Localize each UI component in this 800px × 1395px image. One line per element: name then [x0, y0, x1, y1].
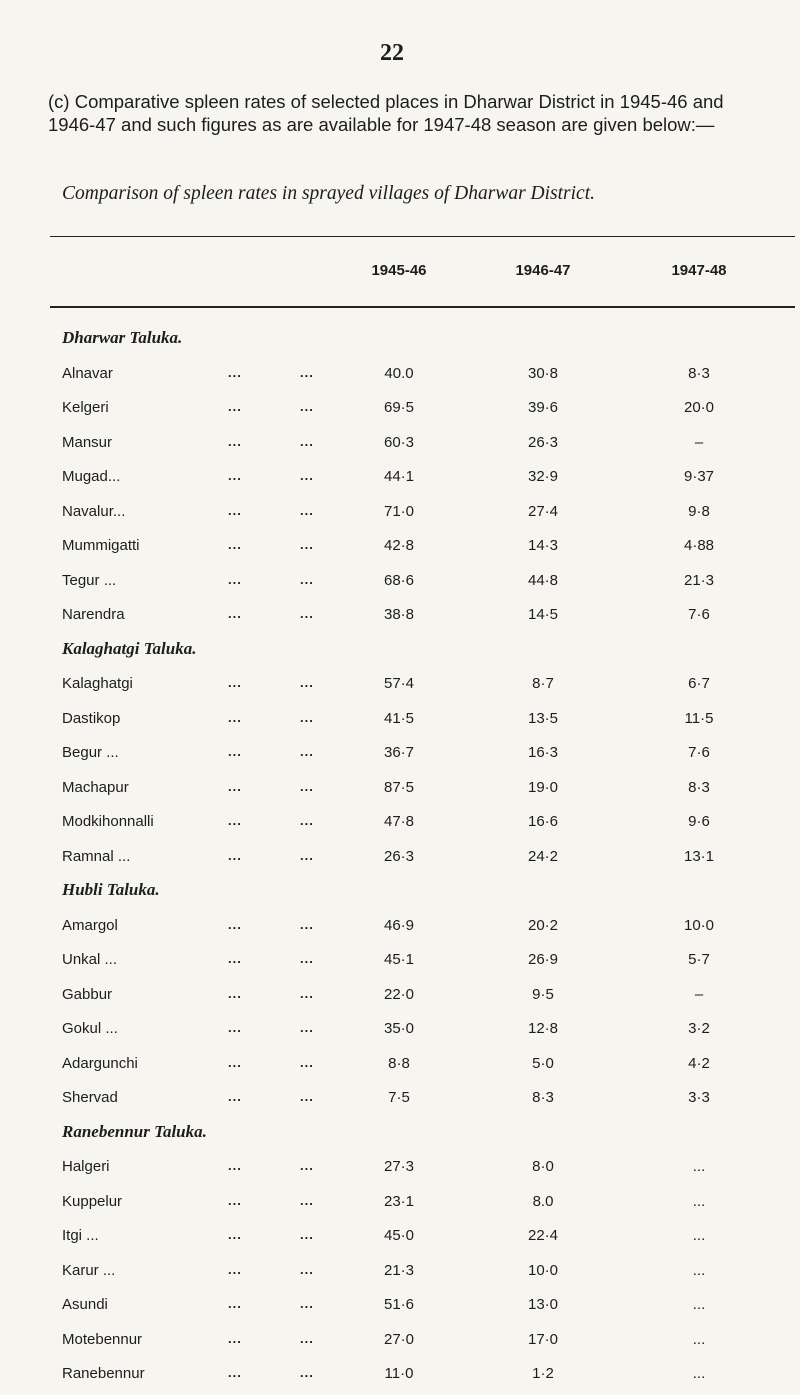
rate-1947-48: ...	[692, 1296, 706, 1313]
leader-dots: ...	[228, 1365, 242, 1380]
place-name: Kuppelur	[62, 1192, 123, 1210]
leader-dots: ...	[228, 951, 242, 966]
leader-dots: ...	[228, 813, 242, 828]
rate-1946-47: 14·5	[527, 606, 559, 623]
leader-dots: ...	[300, 1296, 314, 1311]
rate-1945-46: 87·5	[383, 778, 415, 796]
rate-1945-46: 38·8	[383, 606, 415, 623]
leader-dots: ...	[228, 1054, 242, 1070]
rate-1946-47: 16·3	[527, 744, 559, 761]
rate-1945-46: 27·3	[383, 1158, 415, 1175]
page-number: 22	[380, 40, 404, 66]
rate-1945-46: 36·7	[383, 744, 415, 761]
leader-dots: ...	[300, 1365, 314, 1380]
table-row	[0, 1055, 800, 1085]
intro-paragraph: (c) Comparative spleen rates of selected places in Dharwar District in 1945-46 and 1946-47 and such figures as are available for 1947-48 season are given below:—	[48, 91, 724, 135]
rate-1946-47: 26·3	[527, 433, 559, 451]
rate-1946-47: 8.0	[532, 1192, 554, 1210]
place-name: Unkal ...	[62, 951, 118, 968]
section-title: Ranebennur Taluka.	[62, 1121, 207, 1141]
leader-dots: ...	[300, 537, 314, 552]
rate-1945-46: 42·8	[383, 537, 415, 554]
table-row	[0, 1227, 800, 1257]
leader-dots: ...	[228, 571, 242, 587]
place-name: Ramnal ...	[62, 847, 131, 865]
leader-dots: ...	[228, 847, 242, 863]
rate-1947-48: 10·0	[683, 916, 715, 934]
place-name: Gabbur	[62, 985, 113, 1003]
leader-dots: ...	[300, 1227, 314, 1242]
leader-dots: ...	[228, 1261, 242, 1277]
rate-1946-47: 16·6	[527, 813, 559, 830]
section-title: Hubli Taluka.	[62, 880, 160, 899]
rate-1947-48: 4·2	[688, 1054, 710, 1072]
leader-dots: ...	[300, 675, 314, 690]
rate-1946-47: 13·0	[527, 1296, 559, 1313]
rate-1947-48: 7·6	[688, 606, 710, 623]
rate-1945-46: 60·3	[383, 433, 415, 451]
leader-dots: ...	[228, 1192, 242, 1208]
rate-1945-46: 47·8	[383, 813, 415, 830]
rate-1945-46: 21·3	[383, 1261, 415, 1279]
rate-1946-47: 39·6	[527, 399, 559, 416]
table-row	[0, 434, 800, 464]
place-name: Alnavar	[62, 364, 113, 382]
table-row	[0, 675, 800, 705]
leader-dots: ...	[300, 433, 314, 449]
leader-dots: ...	[228, 1227, 242, 1242]
rate-1947-48: ...	[692, 1365, 706, 1382]
rate-1947-48: 9·37	[683, 468, 715, 485]
rate-1945-46: 57·4	[383, 675, 415, 692]
rate-1945-46: 68·6	[383, 571, 415, 589]
rate-1945-46: 22·0	[383, 985, 415, 1003]
leader-dots: ...	[300, 1192, 314, 1208]
rate-1946-47: 5·0	[532, 1054, 554, 1072]
rate-1947-48: 3·2	[688, 1020, 710, 1037]
rate-1947-48: ...	[692, 1330, 706, 1348]
rate-1947-48: –	[694, 985, 704, 1003]
place-name: Begur ...	[62, 744, 119, 761]
rate-1947-48: 4·88	[683, 537, 715, 554]
rate-1945-46: 44·1	[383, 468, 415, 485]
rate-1946-47: 20·2	[527, 916, 559, 934]
leader-dots: ...	[228, 916, 242, 932]
leader-dots: ...	[300, 1158, 314, 1173]
rate-1947-48: ...	[692, 1261, 706, 1279]
rate-1945-46: 35·0	[383, 1020, 415, 1037]
place-name: Asundi	[62, 1296, 108, 1313]
place-name: Mansur	[62, 433, 113, 451]
leader-dots: ...	[228, 675, 242, 690]
rate-1945-46: 46·9	[383, 916, 415, 934]
rate-1946-47: 19·0	[527, 778, 559, 796]
rate-1945-46: 11·0	[384, 1365, 414, 1382]
table-row	[0, 779, 800, 809]
leader-dots: ...	[300, 1089, 314, 1104]
table-row	[0, 813, 800, 843]
leader-dots: ...	[228, 1089, 242, 1104]
leader-dots: ...	[228, 778, 242, 794]
table-row	[0, 503, 800, 533]
table-row	[0, 986, 800, 1016]
rate-1947-48: ...	[692, 1158, 706, 1175]
rate-1946-47: 22·4	[527, 1227, 559, 1244]
leader-dots: ...	[228, 709, 242, 725]
leader-dots: ...	[228, 1020, 242, 1035]
rate-1946-47: 8·7	[532, 675, 554, 692]
leader-dots: ...	[300, 744, 314, 759]
leader-dots: ...	[228, 399, 242, 414]
rate-1946-47: 8·0	[532, 1158, 554, 1175]
leader-dots: ...	[228, 433, 242, 449]
rate-1945-46: 23·1	[383, 1192, 415, 1210]
leader-dots: ...	[228, 744, 242, 759]
rate-1947-48: 21·3	[683, 571, 715, 589]
rate-1945-46: 69·5	[383, 399, 415, 416]
rate-1947-48: 13·1	[683, 847, 715, 865]
place-name: Dastikop	[62, 709, 121, 727]
rate-1947-48: 8·3	[688, 778, 710, 796]
leader-dots: ...	[228, 1296, 242, 1311]
rate-1947-48: 3·3	[688, 1089, 710, 1106]
leader-dots: ...	[300, 813, 314, 828]
leader-dots: ...	[300, 1330, 314, 1346]
leader-dots: ...	[300, 571, 314, 587]
rate-1947-48: 11·5	[684, 709, 714, 727]
leader-dots: ...	[300, 709, 314, 725]
rate-1945-46: 26·3	[383, 847, 415, 865]
leader-dots: ...	[228, 606, 242, 621]
place-name: Motebennur	[62, 1330, 143, 1348]
rate-1946-47: 10·0	[527, 1261, 559, 1279]
table-row	[0, 1089, 800, 1119]
rate-1946-47: 12·8	[527, 1020, 559, 1037]
rate-1945-46: 71·0	[383, 502, 415, 520]
leader-dots: ...	[300, 1020, 314, 1035]
table-top-rule	[50, 236, 795, 237]
rate-1946-47: 8·3	[532, 1089, 554, 1106]
rate-1947-48: 8·3	[688, 364, 710, 382]
table-row	[0, 1296, 800, 1326]
leader-dots: ...	[228, 1330, 242, 1346]
table-row	[0, 1193, 800, 1223]
table-row	[0, 606, 800, 636]
rate-1946-47: 30·8	[527, 364, 559, 382]
leader-dots: ...	[300, 502, 314, 518]
rate-1946-47: 9·5	[532, 985, 554, 1003]
table-row	[0, 848, 800, 878]
table-caption: Comparison of spleen rates in sprayed villages of Dharwar District.	[62, 183, 595, 204]
column-header-1945-46: 1945-46	[371, 262, 427, 279]
rate-1945-46: 51·6	[383, 1296, 415, 1313]
table-row	[0, 1262, 800, 1292]
rate-1946-47: 1·2	[532, 1365, 554, 1382]
rate-1945-46: 27·0	[383, 1330, 415, 1348]
rate-1947-48: 6·7	[688, 675, 710, 692]
place-name: Navalur...	[62, 502, 126, 520]
rate-1947-48: 20·0	[683, 399, 715, 416]
leader-dots: ...	[300, 847, 314, 863]
rate-1945-46: 40.0	[384, 364, 414, 382]
place-name: Ranebennur	[62, 1365, 145, 1382]
column-header-1946-47: 1946-47	[515, 262, 571, 279]
leader-dots: ...	[300, 364, 314, 380]
table-row	[0, 399, 800, 429]
rate-1946-47: 24·2	[527, 847, 559, 865]
table-row	[0, 917, 800, 947]
rate-1947-48: ...	[692, 1227, 706, 1244]
place-name: Gokul ...	[62, 1020, 118, 1037]
table-row	[0, 365, 800, 395]
table-row	[0, 710, 800, 740]
rate-1947-48: –	[694, 433, 704, 451]
rate-1946-47: 13·5	[527, 709, 559, 727]
rate-1945-46: 45·0	[383, 1227, 415, 1244]
rate-1946-47: 27·4	[527, 502, 559, 520]
leader-dots: ...	[228, 502, 242, 518]
place-name: Amargol	[62, 916, 118, 934]
leader-dots: ...	[228, 468, 242, 483]
rate-1947-48: ...	[692, 1192, 706, 1210]
leader-dots: ...	[300, 468, 314, 483]
place-name: Kelgeri	[62, 399, 109, 416]
rate-1945-46: 41·5	[383, 709, 415, 727]
table-row	[0, 572, 800, 602]
rate-1946-47: 44·8	[527, 571, 559, 589]
table-row	[0, 1331, 800, 1361]
table-row	[0, 468, 800, 498]
leader-dots: ...	[228, 537, 242, 552]
table-row	[0, 1365, 800, 1395]
rate-1946-47: 14·3	[527, 537, 559, 554]
leader-dots: ...	[300, 778, 314, 794]
place-name: Machapur	[62, 778, 129, 796]
rate-1945-46: 7·5	[388, 1089, 410, 1106]
rate-1945-46: 8·8	[388, 1054, 410, 1072]
place-name: Halgeri	[62, 1158, 110, 1175]
table-row	[0, 1158, 800, 1188]
leader-dots: ...	[300, 1054, 314, 1070]
leader-dots: ...	[228, 364, 242, 380]
place-name: Kalaghatgi	[62, 675, 133, 692]
rate-1946-47: 32·9	[527, 468, 559, 485]
place-name: Mugad...	[62, 468, 121, 485]
table-row	[0, 537, 800, 567]
leader-dots: ...	[300, 951, 314, 966]
leader-dots: ...	[300, 916, 314, 932]
leader-dots: ...	[300, 985, 314, 1001]
leader-dots: ...	[300, 399, 314, 414]
rate-1947-48: 5·7	[688, 951, 710, 968]
table-row	[0, 951, 800, 981]
place-name: Tegur ...	[62, 571, 117, 589]
rate-1947-48: 9·8	[688, 502, 710, 520]
table-row	[0, 744, 800, 774]
place-name: Modkihonnalli	[62, 813, 154, 830]
place-name: Shervad	[62, 1089, 118, 1106]
table-row	[0, 1020, 800, 1050]
leader-dots: ...	[300, 1261, 314, 1277]
rate-1945-46: 45·1	[383, 951, 415, 968]
leader-dots: ...	[228, 1158, 242, 1173]
table-header-rule	[50, 306, 795, 308]
leader-dots: ...	[228, 985, 242, 1001]
place-name: Karur ...	[62, 1261, 116, 1279]
rate-1946-47: 17·0	[527, 1330, 559, 1348]
leader-dots: ...	[300, 606, 314, 621]
section-title: Dharwar Taluka.	[62, 328, 183, 347]
place-name: Itgi ...	[62, 1227, 99, 1244]
place-name: Narendra	[62, 606, 125, 623]
place-name: Mummigatti	[62, 537, 140, 554]
section-title: Kalaghatgi Taluka.	[62, 638, 197, 658]
place-name: Adargunchi	[62, 1054, 138, 1072]
column-header-1947-48: 1947-48	[671, 262, 727, 279]
rate-1946-47: 26·9	[527, 951, 559, 968]
rate-1947-48: 7·6	[688, 744, 710, 761]
rate-1947-48: 9·6	[688, 813, 710, 830]
